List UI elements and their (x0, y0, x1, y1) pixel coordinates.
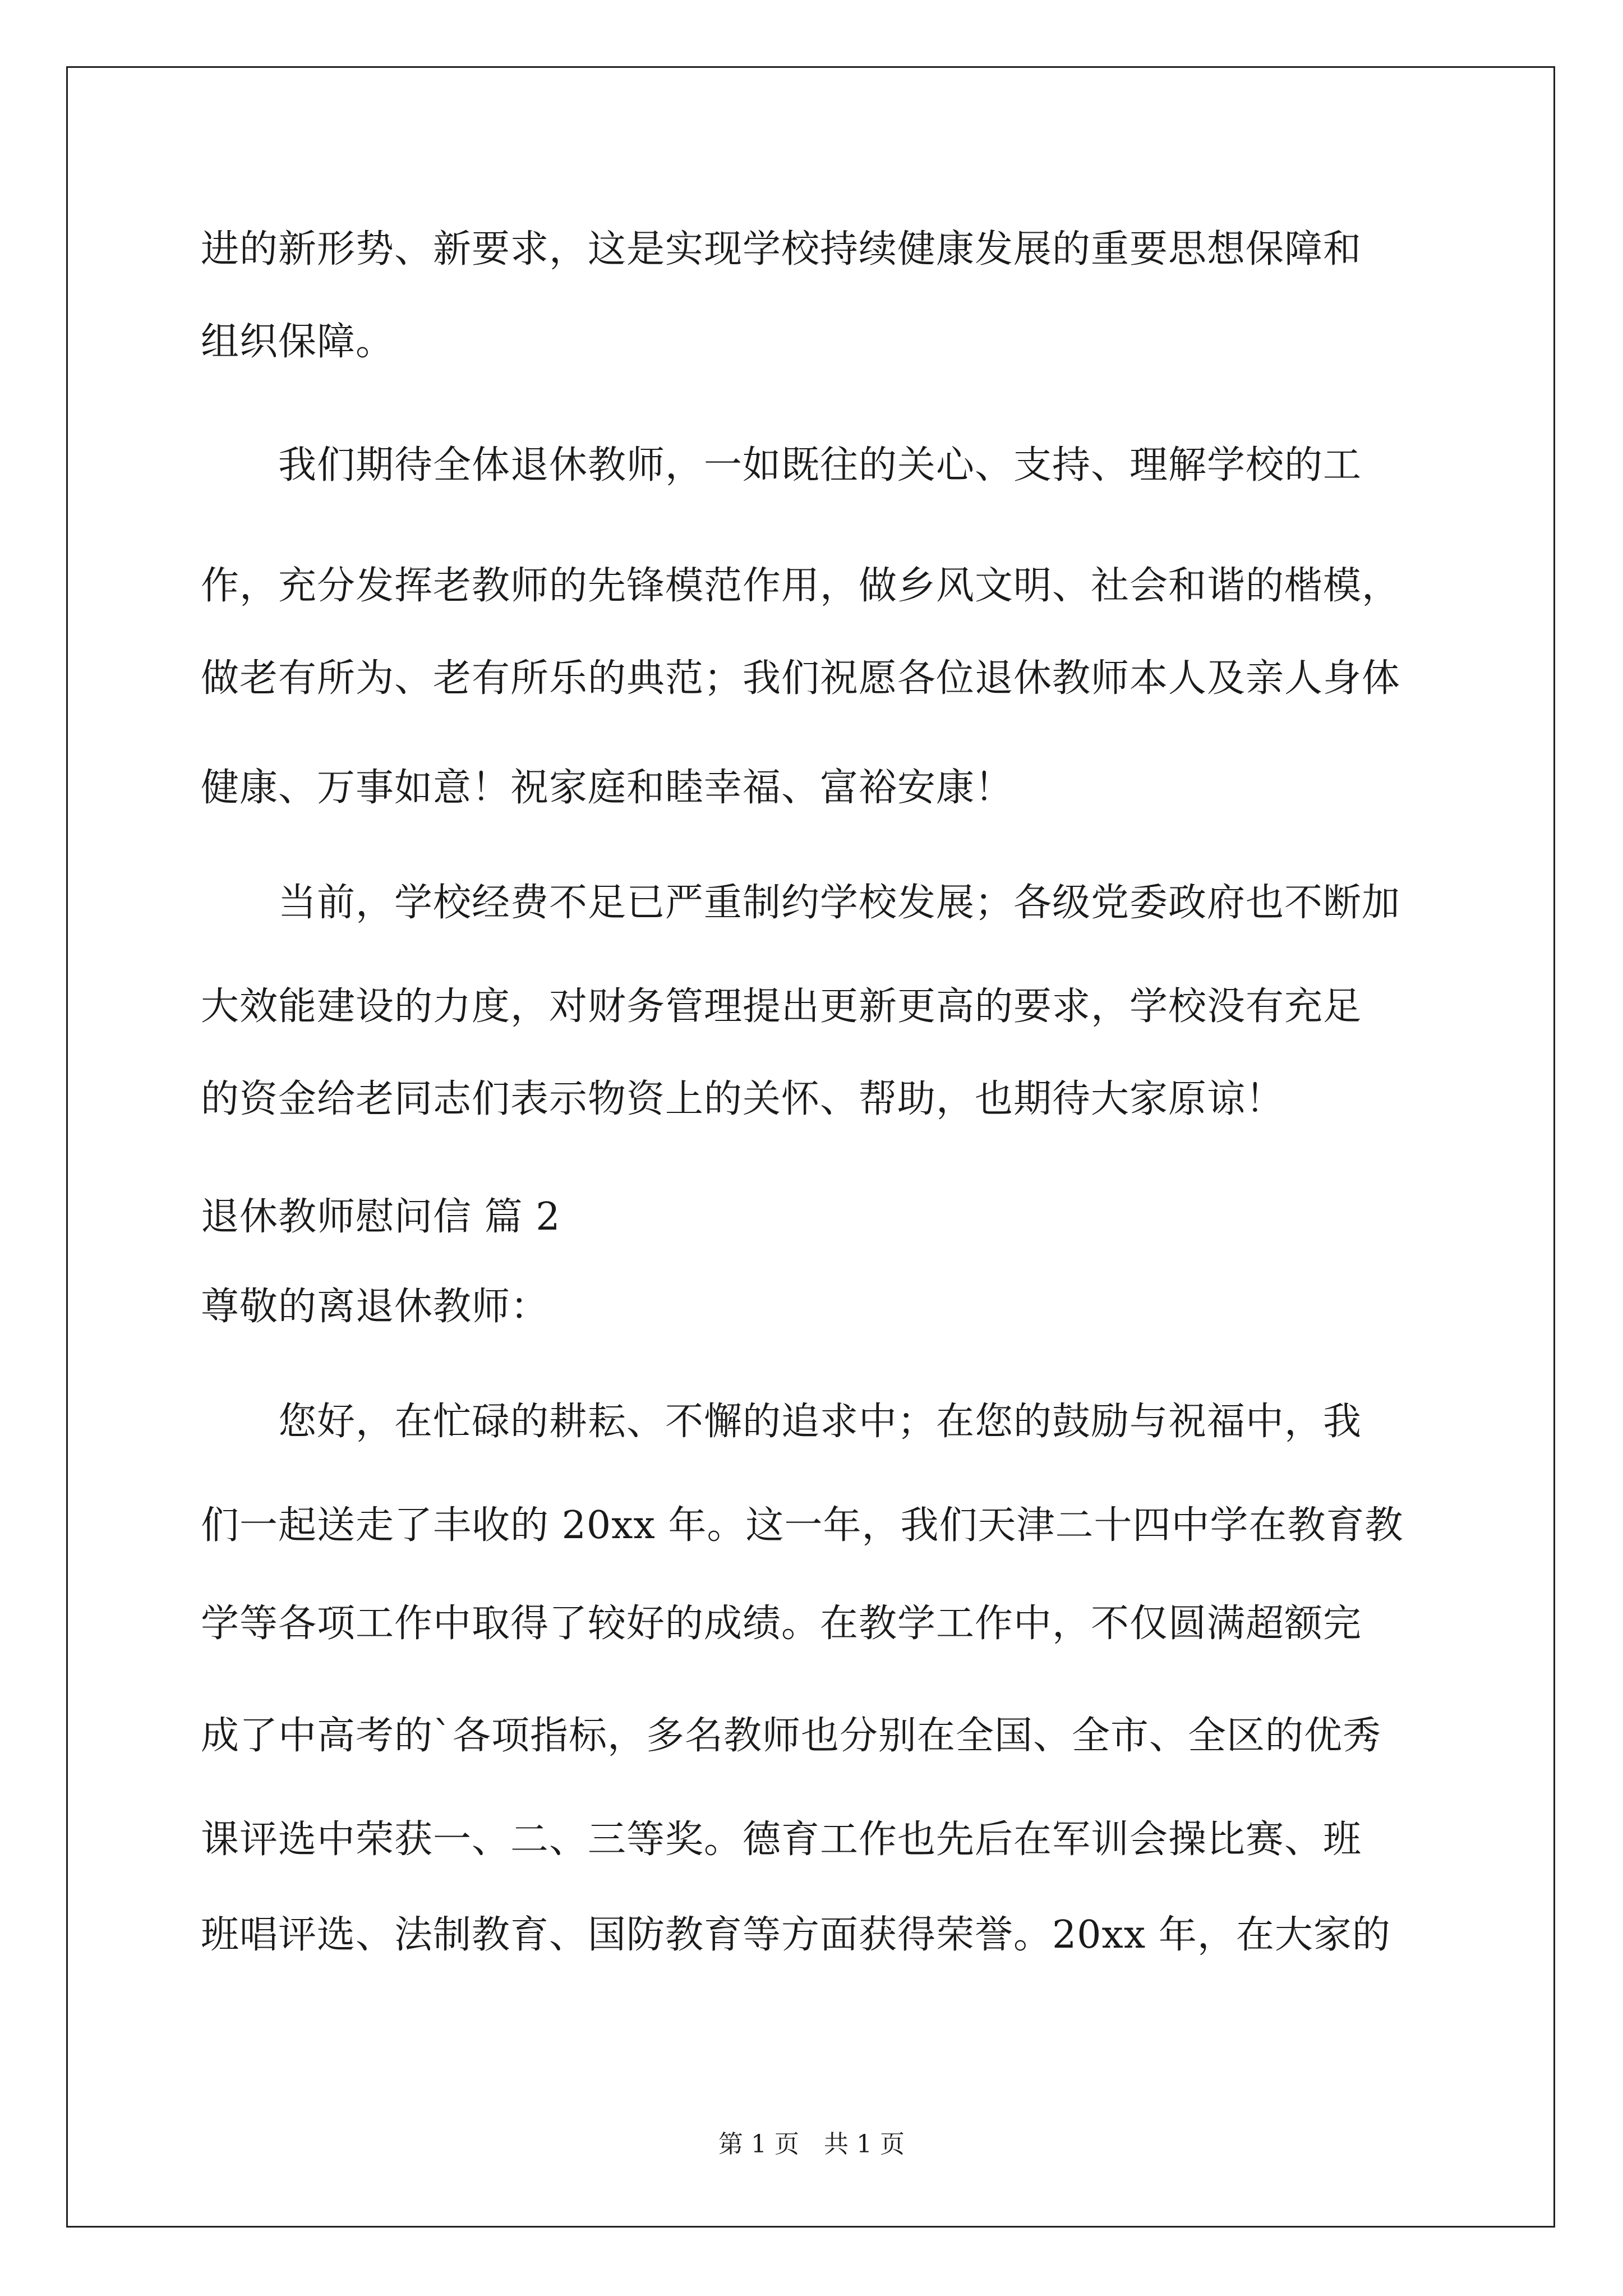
text-line: 当前，学校经费不足已严重制约学校发展；各级党委政府也不断加 (201, 881, 1401, 925)
salutation: 尊敬的离退休教师： (201, 1285, 550, 1329)
text-line: 大效能建设的力度，对财务管理提出更新更高的要求，学校没有充足 (201, 984, 1362, 1029)
text-line: 健康、万事如意！祝家庭和睦幸福、富裕安康！ (201, 766, 1014, 810)
text-line: 进的新形势、新要求，这是实现学校持续健康发展的重要思想保障和 (201, 227, 1362, 272)
text-line: 们一起送走了丰收的 20xx 年。这一年，我们天津二十四中学在教育教 (201, 1503, 1404, 1548)
text-line: 您好，在忙碌的耕耘、不懈的追求中；在您的鼓励与祝福中，我 (201, 1400, 1362, 1444)
text-line: 班唱评选、法制教育、国防教育等方面获得荣誉。20xx 年，在大家的 (201, 1913, 1391, 1957)
text-line: 做老有所为、老有所乐的典范；我们祝愿各位退休教师本人及亲人身体 (201, 656, 1401, 701)
section-heading: 退休教师慰问信 篇 2 (201, 1195, 561, 1239)
page-border (66, 66, 1555, 2228)
text-line: 课评选中荣获一、二、三等奖。德育工作也先后在军训会操比赛、班 (201, 1818, 1362, 1862)
text-line: 作，充分发挥老教师的先锋模范作用，做乡风文明、社会和谐的楷模， (201, 564, 1401, 608)
text-line: 学等各项工作中取得了较好的成绩。在教学工作中，不仅圆满超额完 (201, 1602, 1362, 1646)
text-line: 的资金给老同志们表示物资上的关怀、帮助，也期待大家原谅！ (201, 1077, 1285, 1121)
text-line: 成了中高考的`各项指标，多名教师也分别在全国、全市、全区的优秀 (201, 1714, 1382, 1758)
text-line: 我们期待全体退休教师，一如既往的关心、支持、理解学校的工 (201, 443, 1362, 487)
page-footer: 第 1 页 共 1 页 (718, 2130, 905, 2159)
text-line: 组织保障。 (201, 320, 395, 364)
